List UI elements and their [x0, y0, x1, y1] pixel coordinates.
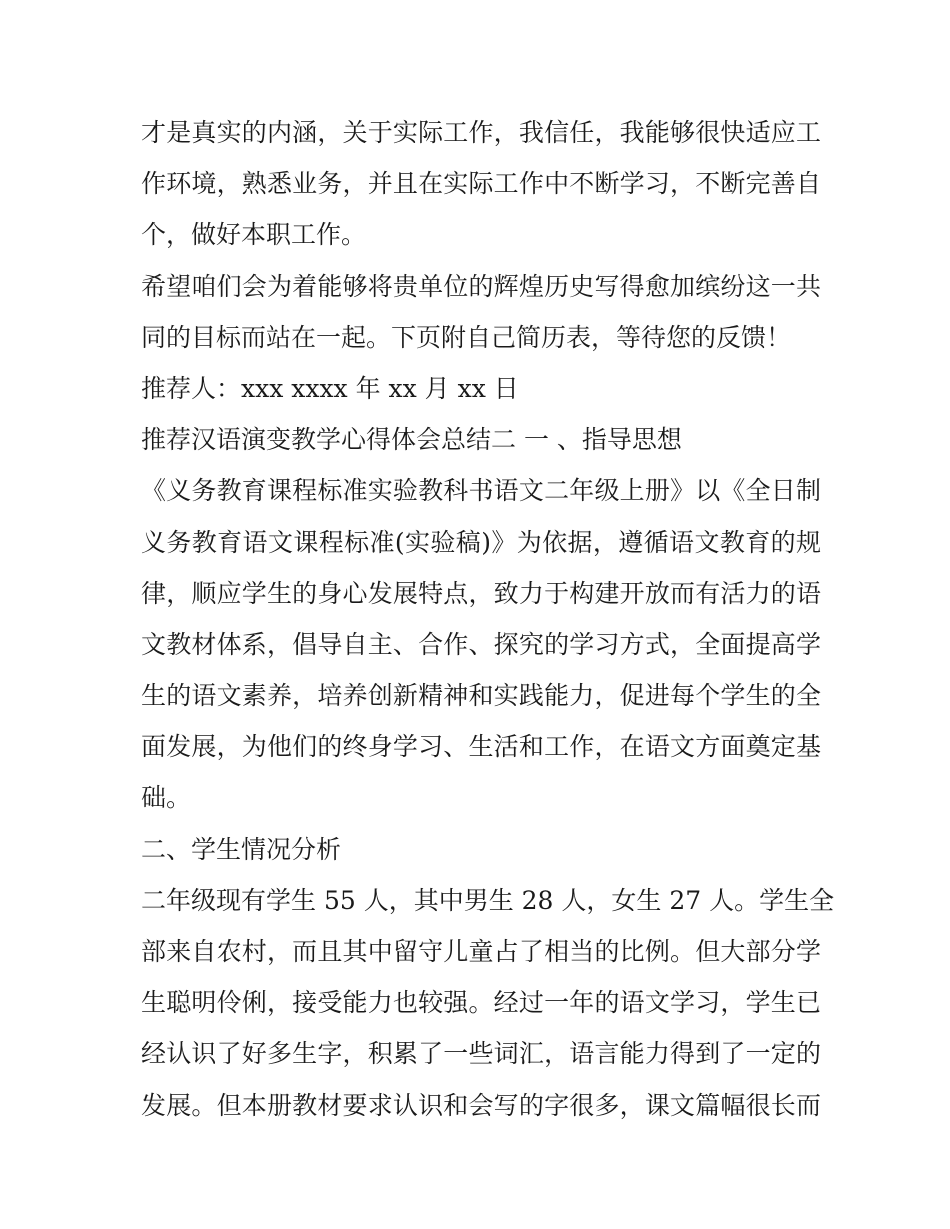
document-body [141, 107, 835, 1131]
text-line: 才是真实的内涵，关于实际工作，我信任，我能够很快适应工 [141, 118, 821, 147]
text-line: 文教材体系，倡导自主、合作、探究的学习方式，全面提高学 [141, 629, 821, 659]
text-line: 经认识了好多生字，积累了一些词汇，语言能力得到了一定的 [141, 1039, 821, 1069]
text-line: 础。 [141, 783, 192, 813]
text-line: 律，顺应学生的身心发展特点，致力于构建开放而有活力的语 [141, 578, 821, 608]
text-line: 义务教育语文课程标准(实验稿)》为依据，遵循语文教育的规 [141, 527, 821, 557]
signature-line: 推荐人：xxx xxxx 年 xx 月 xx 日 [141, 373, 519, 403]
section-heading: 二、学生情况分析 [141, 834, 342, 864]
section-heading: 推荐汉语演变教学心得体会总结二 一 、指导思想 [141, 425, 682, 455]
text-line: 生聪明伶俐，接受能力也较强。经过一年的语文学习，学生已 [141, 988, 821, 1018]
text-line: 二年级现有学生 55 人，其中男生 28 人，女生 27 人。学生全 [141, 885, 835, 915]
text-line: 作环境，熟悉业务，并且在实际工作中不断学习，不断完善自 [141, 169, 821, 199]
text-line: 希望咱们会为着能够将贵单位的辉煌历史写得愈加缤纷这一共 [141, 271, 821, 301]
text-line: 同的目标而站在一起。下页附自己简历表，等待您的反馈！ [141, 322, 792, 352]
text-line: 个，做好本职工作。 [141, 220, 367, 250]
text-line: 部来自农村，而且其中留守儿童占了相当的比例。但大部分学 [141, 937, 821, 966]
text-line: 发展。但本册教材要求认识和会写的字很多，课文篇幅很长而 [141, 1090, 821, 1120]
text-line: 面发展，为他们的终身学习、生活和工作，在语文方面奠定基 [141, 732, 821, 762]
text-line: 《义务教育课程标准实验教科书语文二年级上册》以《全日制 [141, 476, 821, 506]
text-line: 生的语文素养，培养创新精神和实践能力，促进每个学生的全 [141, 681, 821, 711]
